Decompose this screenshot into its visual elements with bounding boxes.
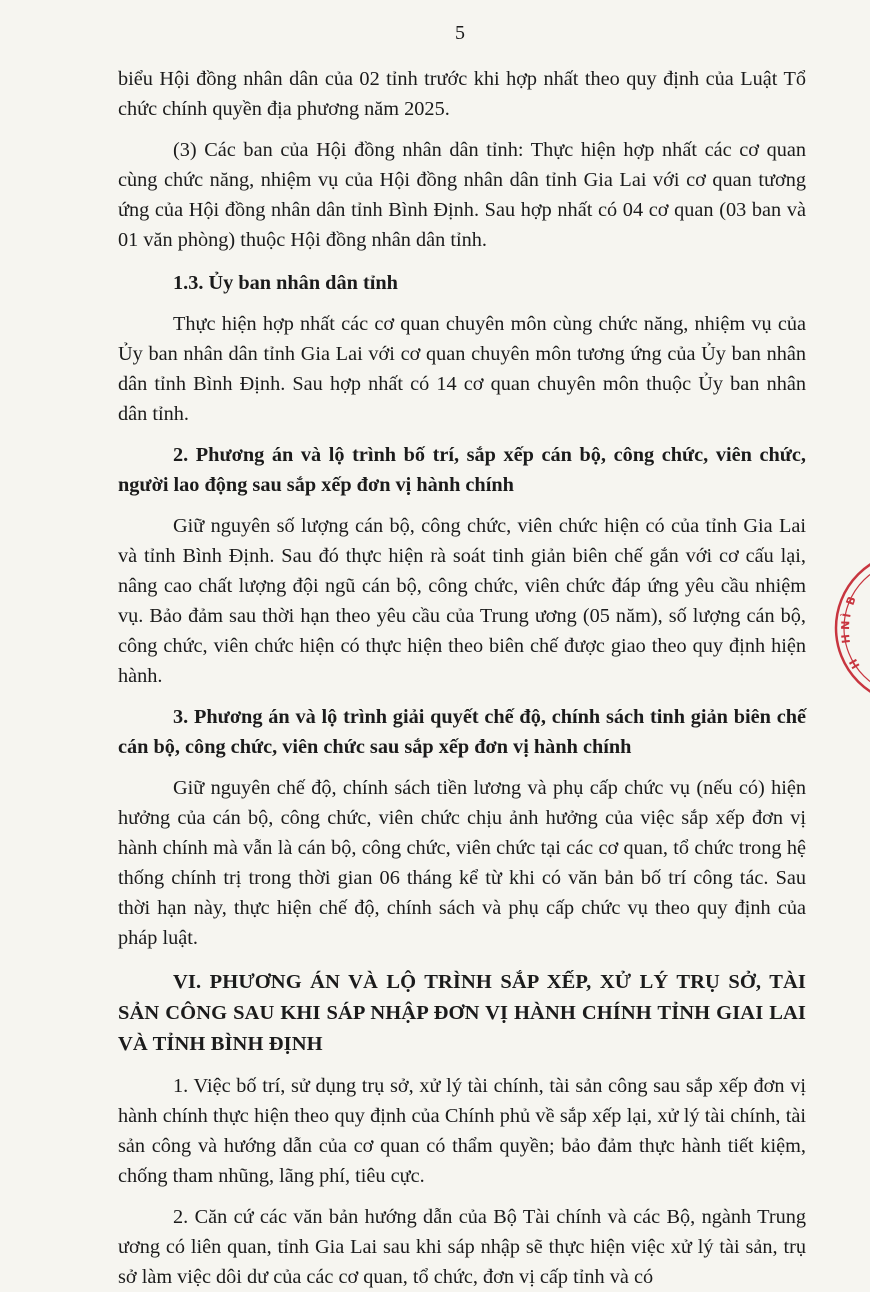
heading-section-vi: VI. PHƯƠNG ÁN VÀ LỘ TRÌNH SẮP XẾP, XỬ LÝ TRỤ SỞ, TÀI SẢN CÔNG SAU KHI SÁP NHẬP ĐƠN VỊ HÀNH CHÍNH TỈNH GIAI LAI VÀ TỈNH BÌNH ĐỊNH (118, 971, 806, 1055)
paragraph-staff-arrangement: Giữ nguyên số lượng cán bộ, công chức, viên chức hiện có của tỉnh Gia Lai và tỉnh Bình Định. Sau đó thực hiện rà soát tinh giản biên chế gắn với cơ cấu lại, nâng cao chất lượng đội ngũ cán bộ, công chức, viên chức đáp ứng yêu cầu nhiệm vụ. Bảo đảm sau thời hạn theo yêu cầu của Trung ương (05 năm), số lượng cán bộ, công chức, viên chức hiện có thực hiện theo biên chế được giao theo quy định hiện hành. (118, 515, 806, 687)
page-number: 5 (455, 22, 465, 44)
red-seal-stamp-icon (820, 548, 870, 708)
heading-1-3-peoples-committee: 1.3. Ủy ban nhân dân tỉnh (173, 272, 398, 294)
heading-3-policy-regime: 3. Phương án và lộ trình giải quyết chế độ, chính sách tinh giản biên chế cán bộ, công chức, viên chức sau sắp xếp đơn vị hành chính (118, 706, 806, 758)
document-body (118, 64, 806, 1292)
svg-text:H: H (846, 656, 863, 671)
paragraph-peoples-committee: Thực hiện hợp nhất các cơ quan chuyên môn cùng chức năng, nhiệm vụ của Ủy ban nhân dân tỉnh Gia Lai với cơ quan chuyên môn tương ứng của Ủy ban nhân dân tỉnh Bình Định. Sau hợp nhất có 14 cơ quan chuyên môn thuộc Ủy ban nhân dân tỉnh. (118, 313, 806, 425)
heading-2-staff-arrangement: 2. Phương án và lộ trình bố trí, sắp xếp cán bộ, công chức, viên chức, người lao động sau sắp xếp đơn vị hành chính (118, 444, 806, 496)
paragraph-headquarters-assets-2: 2. Căn cứ các văn bản hướng dẫn của Bộ Tài chính và các Bộ, ngành Trung ương có liên quan, tỉnh Gia Lai sau khi sáp nhập sẽ thực hiện việc xử lý tài sản, trụ sở làm việc dôi dư của các cơ quan, tổ chức, đơn vị cấp tỉnh và có (118, 1206, 806, 1288)
svg-text:H: H (839, 633, 853, 645)
paragraph-policy-regime: Giữ nguyên chế độ, chính sách tiền lương và phụ cấp chức vụ (nếu có) hiện hưởng của cán bộ, công chức, viên chức chịu ảnh hưởng của việc sắp xếp đơn vị hành chính mà vẫn là cán bộ, công chức, viên chức tại các cơ quan, tổ chức trong hệ thống chính trị trong thời gian 06 tháng kể từ khi có văn bản bố trí công tác. Sau thời hạn này, thực hiện chế độ, chính sách và phụ cấp chức vụ theo quy định của pháp luật. (118, 777, 806, 949)
svg-text:N: N (839, 620, 853, 631)
paragraph-headquarters-assets-1: 1. Việc bố trí, sử dụng trụ sở, xử lý tài chính, tài sản công sau sắp xếp đơn vị hành chính thực hiện theo quy định của Chính phủ về sắp xếp lại, xử lý tài chính, tài sản công và hướng dẫn của cơ quan có thẩm quyền; bảo đảm thực hành tiết kiệm, chống tham nhũng, lãng phí, tiêu cực. (118, 1075, 806, 1187)
svg-text:Ì: Ì (840, 612, 854, 619)
paragraph-continuation: biểu Hội đồng nhân dân của 02 tỉnh trước khi hợp nhất theo quy định của Luật Tổ chức chính quyền địa phương năm 2025. (118, 68, 806, 120)
paragraph-provincial-council-committees: (3) Các ban của Hội đồng nhân dân tỉnh: Thực hiện hợp nhất các cơ quan cùng chức năng, nhiệm vụ của Hội đồng nhân dân tỉnh Gia Lai với cơ quan tương ứng của Hội đồng nhân dân tỉnh Bình Định. Sau hợp nhất có 04 cơ quan (03 ban và 01 văn phòng) thuộc Hội đồng nhân dân tỉnh. (118, 139, 806, 251)
svg-text:B: B (843, 594, 859, 608)
